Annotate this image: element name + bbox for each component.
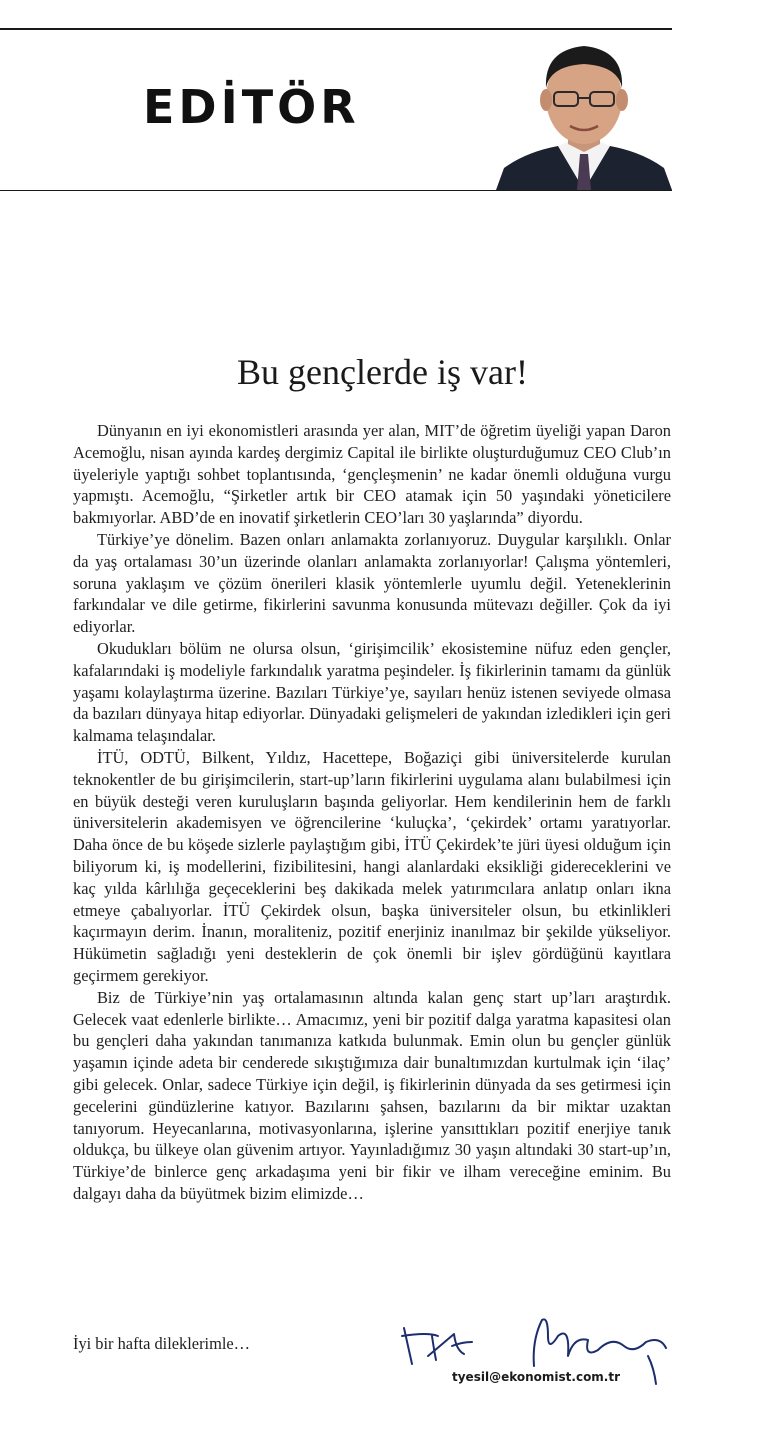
- signoff: İyi bir hafta dileklerimle…: [73, 1334, 251, 1353]
- masthead-bottom-rule: [0, 190, 672, 191]
- paragraph: Türkiye’ye dönelim. Bazen onları anlamakta zorlanıyoruz. Duygular karşılıklı. Onlar da yaş ortalaması 30’un üzerinde olanları anlamakta zorlanıyorlar! Çalışma yöntemleri, soruna yaklaşım ve çözüm önerileri klasik yöntemlerle uyumlu değil. Yeteneklerinin farkındalar ve dile getirme, fikirlerini savunma konusunda mütevazı değiller. Çok da iyi ediyorlar.: [73, 529, 671, 637]
- editor-portrait: [496, 30, 672, 190]
- author-email: tyesil@ekonomist.com.tr: [452, 1370, 621, 1384]
- article-body: [73, 420, 671, 1205]
- paragraph: İTÜ, ODTÜ, Bilkent, Yıldız, Hacettepe, Boğaziçi gibi üniversitelerde kurulan teknokentler de bu girişimcilerin, start-up’ların fikirlerini uygulama alanı bulabilmesi için en büyük desteği veren kuruluşların başında geliyorlar. Hem kendilerinin hem de farklı üniversitelerin akademisyen ve öğrencilerine ‘kuluçka’, ‘çekirdek’ ortamı yaratıyorlar. Daha önce de bu köşede sizlerle paylaştığım gibi, İTÜ Çekirdek’te jüri üyesi olduğum için biliyorum ki, iş modellerini, fizibilitesini, hangi alanlardaki eksikliği gidereceklerini ve kaç yılda kârlılığa geçeceklerini beş dakikada melek yatırımcılara anlatıp onları ikna etmeye çabalıyorlar. İTÜ Çekirdek olsun, başka üniversiteler olsun, bu etkinlikleri kaçırmayın derim. İnanın, moraliteniz, pozitif enerjiniz inanılmaz bir şekilde yükseliyor. Hükümetin sağladığı yeni desteklerin de çok önemli bir işlev gördüğünü kayıtlara geçirmem gerekiyor.: [73, 747, 671, 985]
- article-headline: Bu gençlerde iş var!: [237, 352, 528, 392]
- paragraph: Okudukları bölüm ne olursa olsun, ‘girişimcilik’ ekosistemine nüfuz eden gençler, kafalarındaki iş modeliyle farkındalık yaratma peşindeler. İş fikirlerinin tamamı da günlük yaşamı kolaylaştırma üzerine. Bazıları Türkiye’ye, sayıları henüz istenen seviyede olmasa da bazıları dünyaya hitap ediyorlar. Dünyadaki gelişmeleri de yakından izledikleri için geri kalmama telaşındalar.: [73, 638, 671, 746]
- paragraph: Biz de Türkiye’nin yaş ortalamasının altında kalan genç start up’ları araştırdık. Gelecek vaat edenlerle birlikte… Amacımız, yeni bir pozitif dalga yaratma kapasitesi olan bu gençleri daha yakından tanımanıza katkıda bulunmak. Emin olun bu gençler günlük yaşamın içinde adeta bir cenderede sıkıştığımıza dair bunaltımızdan kurtulmak için ‘ilaç’ gibi gelecek. Onlar, sadece Türkiye için değil, iş fikirlerinin dünyada da ses getirmesi için gecelerini gündüzlerine katıyor. Bazılarını şahsen, bazılarını da bir miktar uzaktan tanıyorum. Heyecanlarına, motivasyonlarına, işlerine yansıttıkları pozitif enerjiye tanık oldukça, bu ülkeye olan güvenim artıyor. Yayınladığımız 30 yaşın altındaki 30 start-up’ın, Türkiye’de binlerce genç arkadaşıma yeni bir fikir ve ilham vereceğine eminim. Bu dalgayı daha da büyütmek bizim elimizde…: [73, 987, 671, 1203]
- paragraph: Dünyanın en iyi ekonomistleri arasında yer alan, MIT’de öğretim üyeliği yapan Daron Acemoğlu, nisan ayında kardeş dergimiz Capital ile birlikte oluşturduğumuz CEO Club’ın üyeleriyle yaptığı sohbet toplantısında, ‘gençleşmenin’ ne kadar önemli olduğuna vurgu yapmıştı. Acemoğlu, “Şirketler artık bir CEO atamak için 50 yaşındaki yöneticilere bakmıyorlar. ABD’de en inovatif şirketlerin CEO’ları 30 yaşlarında” diyordu.: [73, 421, 671, 528]
- section-title: EDİTÖR: [143, 80, 360, 134]
